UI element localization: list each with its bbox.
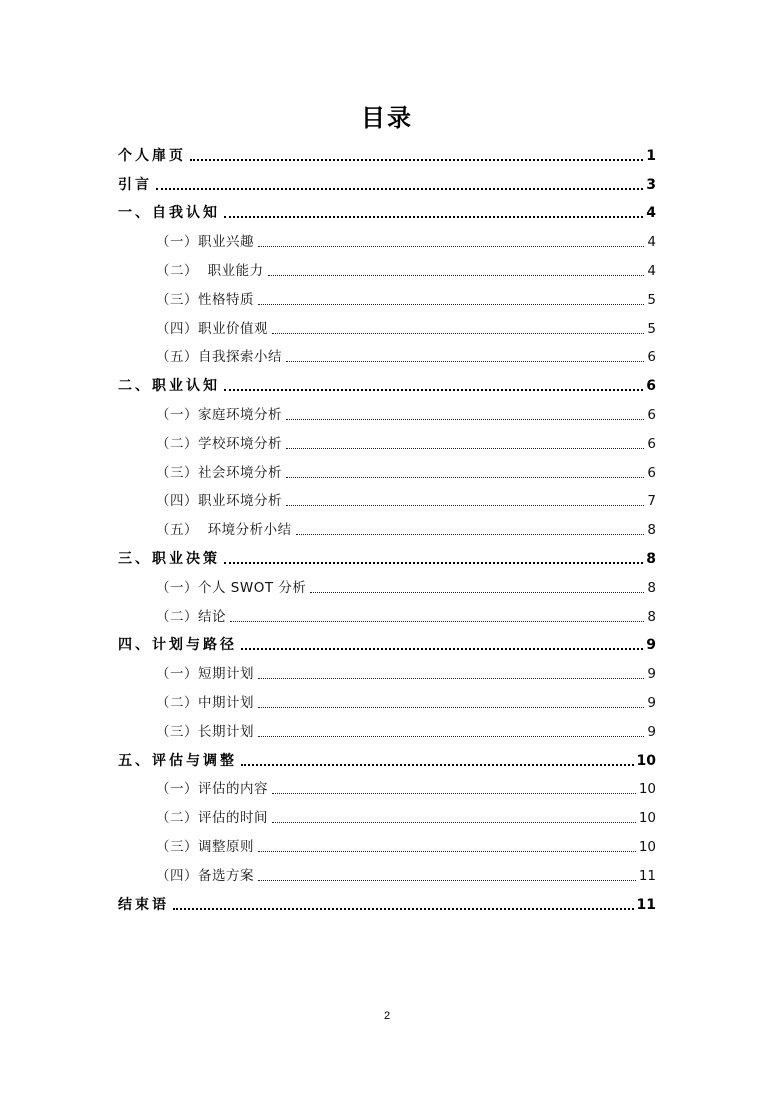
- toc-entry-section[interactable]: [118, 283, 656, 312]
- toc-entry-page-number: 8: [647, 579, 656, 596]
- toc-entry-chapter[interactable]: [118, 629, 656, 658]
- toc-entry-section[interactable]: [118, 571, 656, 600]
- toc-entry-section[interactable]: [118, 427, 656, 456]
- toc-entry-label: 结束语: [118, 896, 169, 913]
- toc-entry-chapter[interactable]: [118, 369, 656, 398]
- toc-entry-page-number: 10: [638, 781, 656, 798]
- toc-entry-label: （四）职业环境分析: [156, 493, 282, 510]
- toc-leader-dots: [258, 246, 644, 247]
- toc-entry-section[interactable]: [118, 513, 656, 542]
- toc-entry-page-number: 6: [646, 378, 656, 395]
- toc-entry-page-number: 8: [647, 608, 656, 625]
- toc-entry-page-number: 9: [647, 666, 656, 683]
- toc-entry-label: （三）性格特质: [156, 291, 254, 308]
- toc-entry-section[interactable]: [118, 830, 656, 859]
- toc-entry-page-number: 6: [647, 464, 656, 481]
- toc-entry-chapter[interactable]: [118, 542, 656, 571]
- toc-entry-section[interactable]: [118, 398, 656, 427]
- toc-entry-label: （一）家庭环境分析: [156, 406, 282, 423]
- toc-entry-page-number: 10: [636, 752, 656, 769]
- toc-leader-dots: [258, 304, 644, 305]
- toc-entry-label: （三）长期计划: [156, 723, 254, 740]
- toc-leader-dots: [268, 275, 645, 276]
- toc-entry-page-number: 6: [647, 435, 656, 452]
- toc-entry-label: （二）结论: [156, 608, 226, 625]
- toc-leader-dots: [258, 880, 636, 881]
- toc-entry-label: （五）自我探索小结: [156, 349, 282, 366]
- toc-leader-dots: [230, 621, 644, 622]
- toc-entry-label: （三）调整原则: [156, 838, 254, 855]
- toc-entry-chapter[interactable]: [118, 197, 656, 226]
- toc-entry-label: （二）评估的时间: [156, 810, 268, 827]
- toc-entry-label: 三、职业决策: [118, 550, 220, 567]
- toc-entry-section[interactable]: [118, 225, 656, 254]
- toc-entry-page-number: 8: [647, 522, 656, 539]
- toc-entry-page-number: 11: [636, 896, 656, 913]
- toc-leader-dots: [286, 361, 644, 362]
- toc-entry-section[interactable]: [118, 312, 656, 341]
- toc-entry-label: 引言: [118, 176, 152, 193]
- toc-entry-section[interactable]: [118, 341, 656, 370]
- toc-leader-dots: [173, 908, 634, 910]
- toc-leader-dots: [241, 648, 643, 650]
- toc-entry-page-number: 5: [647, 291, 656, 308]
- toc-leader-dots: [310, 592, 644, 593]
- toc-leader-dots: [241, 764, 634, 766]
- toc-leader-dots: [190, 159, 643, 161]
- toc-entry-page-number: 4: [647, 234, 656, 251]
- toc-entry-page-number: 11: [638, 867, 656, 884]
- toc-leader-dots: [156, 188, 643, 190]
- toc-entry-chapter[interactable]: [118, 888, 656, 917]
- toc-entry-label: （一）个人 SWOT 分析: [156, 579, 307, 596]
- toc-entry-page-number: 1: [646, 147, 656, 164]
- toc-leader-dots: [286, 419, 644, 420]
- toc-entry-label: （四）职业价值观: [156, 320, 268, 337]
- toc-leader-dots: [272, 822, 636, 823]
- toc-entry-label: （一）短期计划: [156, 666, 254, 683]
- toc-leader-dots: [286, 505, 644, 506]
- toc-entry-page-number: 7: [647, 493, 656, 510]
- toc-leader-dots: [272, 793, 636, 794]
- toc-entry-label: 二、职业认知: [118, 378, 220, 395]
- toc-entry-label: 四、计划与路径: [118, 637, 237, 654]
- toc-entry-section[interactable]: [118, 773, 656, 802]
- toc-entry-page-number: 9: [646, 637, 656, 654]
- toc-leader-dots: [296, 534, 645, 535]
- toc-entry-label: （二）中期计划: [156, 694, 254, 711]
- toc-entry-page-number: 6: [647, 406, 656, 423]
- toc-entry-label: 一、自我认知: [118, 205, 220, 222]
- table-of-contents: [118, 139, 656, 917]
- toc-entry-label: （二） 职业能力: [156, 262, 264, 279]
- toc-entry-page-number: 5: [647, 320, 656, 337]
- toc-leader-dots: [224, 562, 643, 564]
- page-number: 2: [383, 1010, 391, 1022]
- toc-entry-label: 个人扉页: [118, 147, 186, 164]
- toc-entry-page-number: 10: [638, 810, 656, 827]
- toc-entry-label: （三）社会环境分析: [156, 464, 282, 481]
- toc-entry-label: （二）学校环境分析: [156, 435, 282, 452]
- toc-entry-section[interactable]: [118, 485, 656, 514]
- toc-leader-dots: [224, 389, 643, 391]
- toc-entry-chapter[interactable]: [118, 168, 656, 197]
- toc-leader-dots: [258, 707, 644, 708]
- toc-entry-page-number: 4: [646, 205, 656, 222]
- toc-entry-section[interactable]: [118, 456, 656, 485]
- toc-entry-section[interactable]: [118, 686, 656, 715]
- toc-entry-section[interactable]: [118, 715, 656, 744]
- toc-entry-label: （五） 环境分析小结: [156, 522, 292, 539]
- toc-entry-page-number: 9: [647, 723, 656, 740]
- toc-entry-page-number: 3: [646, 176, 656, 193]
- toc-entry-section[interactable]: [118, 600, 656, 629]
- toc-entry-chapter[interactable]: [118, 139, 656, 168]
- toc-entry-page-number: 4: [647, 262, 656, 279]
- toc-entry-page-number: 10: [638, 838, 656, 855]
- toc-leader-dots: [258, 736, 644, 737]
- toc-leader-dots: [286, 448, 644, 449]
- toc-leader-dots: [258, 678, 644, 679]
- toc-entry-label: （四）备选方案: [156, 867, 254, 884]
- toc-entry-section[interactable]: [118, 859, 656, 888]
- toc-entry-chapter[interactable]: [118, 744, 656, 773]
- toc-entry-label: （一）职业兴趣: [156, 234, 254, 251]
- toc-entry-label: 五、评估与调整: [118, 752, 237, 769]
- toc-entry-page-number: 8: [646, 550, 656, 567]
- toc-entry-section[interactable]: [118, 254, 656, 283]
- toc-entry-section[interactable]: [118, 801, 656, 830]
- toc-leader-dots: [224, 216, 643, 218]
- toc-leader-dots: [272, 333, 644, 334]
- toc-leader-dots: [286, 477, 644, 478]
- toc-entry-page-number: 9: [647, 694, 656, 711]
- toc-entry-page-number: 6: [647, 349, 656, 366]
- toc-entry-section[interactable]: [118, 657, 656, 686]
- toc-entry-label: （一）评估的内容: [156, 781, 268, 798]
- page-title: 目录: [361, 104, 413, 132]
- toc-leader-dots: [258, 851, 636, 852]
